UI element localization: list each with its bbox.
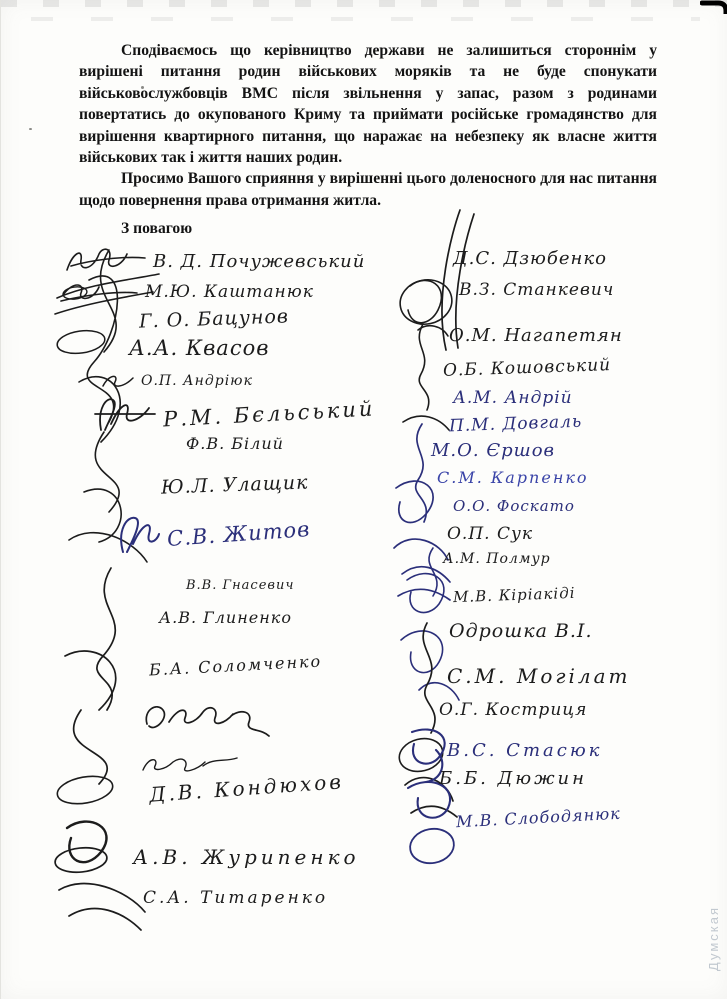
signature-entry	[129, 336, 269, 360]
signature-name: О.М. Нагапетян	[449, 325, 623, 346]
signature-scribble	[93, 394, 157, 434]
signature-name: М.О. Єршов	[431, 440, 556, 461]
signature-name: С.В. Житов	[166, 517, 312, 551]
signature-entry	[93, 394, 375, 434]
scan-corner-mark	[700, 0, 727, 14]
signature-name: П.М. Довгаль	[448, 411, 583, 437]
signature-scribble	[141, 700, 271, 744]
letter-paragraph-1: Сподіваємось що керівництво держави не залишиться стороннім у вирішені питання родин військових моряків та не буде спонукати військовослужбовців ВМС після звільнення у запас, разом з родинами повертатись до окупованого Криму та приймати російське громадянство для вирішення квартирного питання, що наражає на небезпеку як власне життя військових так і життя наших родин.	[79, 42, 657, 167]
signature-name: Р.М. Бєльський	[162, 396, 376, 432]
signature-name: А.М. Андрій	[453, 388, 573, 408]
signature-scribble	[59, 277, 139, 307]
signature-entry	[437, 468, 589, 487]
signature-name: О.О. Фоскато	[453, 497, 575, 515]
signature-name: В.В. Гнасевич	[186, 578, 295, 593]
signature-scribble	[101, 370, 135, 392]
signature-name: Д.С. Дзюбенко	[453, 248, 607, 269]
signature-entry	[148, 769, 345, 807]
signature-name: Ф.В. Білий	[186, 434, 284, 453]
signature-name: А.В. Глиненко	[159, 608, 292, 627]
signature-name: С.М. Карпенко	[437, 468, 589, 487]
signature-entry	[459, 280, 614, 300]
signature-scribble	[63, 244, 147, 278]
scan-edge-artifact	[31, 17, 700, 21]
signature-entry	[439, 768, 587, 789]
signature-entry	[139, 752, 245, 778]
signature-entry	[101, 370, 253, 392]
signature-entry	[113, 512, 310, 556]
signature-scribble	[139, 752, 239, 778]
signature-entry	[447, 664, 631, 688]
signature-name: А.М. Полмур	[443, 551, 551, 567]
signature-name: О.Б. Кошовський	[442, 355, 612, 381]
signature-name: О.П. Андріюк	[141, 373, 253, 389]
signature-name: В.З. Станкевич	[459, 280, 615, 300]
watermark: Думская	[706, 905, 721, 971]
signature-name: Б.А. Соломченко	[148, 651, 323, 680]
signature-entry	[439, 700, 587, 720]
signature-entry	[160, 471, 309, 499]
signature-entry	[133, 845, 360, 869]
signature-name: Г. О. Бацунов	[138, 305, 290, 333]
signature-name: О.Г. Костриця	[439, 700, 588, 720]
signature-entry	[453, 388, 573, 408]
scan-speck	[29, 128, 32, 130]
signature-entry	[443, 551, 551, 567]
signature-entry	[449, 325, 623, 346]
signature-entry	[447, 524, 533, 544]
signature-name: М.В. Слободянюк	[455, 803, 622, 832]
signature-name: С.М. Могілат	[447, 664, 631, 688]
signature-name: Одрошка В.І.	[449, 620, 593, 642]
signature-entry	[449, 620, 592, 642]
signature-entry	[148, 651, 323, 680]
signature-name: М.Ю. Каштанюк	[145, 282, 314, 302]
signature-entry	[141, 700, 277, 744]
signature-entry	[186, 578, 294, 593]
signature-scribble	[113, 512, 161, 556]
signature-entry	[447, 740, 602, 761]
scan-edge-artifact	[1, 0, 727, 7]
signature-name: С.А. Титаренко	[143, 888, 329, 908]
signature-entry	[442, 355, 612, 381]
signature-name: А.А. Квасов	[129, 336, 270, 360]
signature-entry	[159, 608, 292, 627]
signature-entry	[431, 440, 555, 461]
signature-entry	[452, 583, 576, 607]
signature-entry	[59, 277, 314, 307]
signature-entry	[143, 888, 328, 908]
signature-name: Д.В. Кондюхов	[148, 769, 345, 807]
signature-name: Ю.Л. Улащик	[160, 471, 309, 499]
signature-entry	[63, 244, 365, 278]
letter-body	[79, 40, 657, 211]
signature-entry	[448, 411, 583, 437]
signature-name: Б.Б. Дюжин	[439, 768, 588, 789]
signature-name: А.В. Журипенко	[133, 845, 360, 869]
signature-entry	[138, 305, 290, 333]
signature-entry	[453, 248, 607, 269]
signature-name: О.П. Сук	[447, 524, 533, 544]
signature-name: В. Д. Почужевський	[153, 250, 366, 272]
signature-entry	[453, 497, 575, 515]
letter-closing: З повагою	[121, 220, 193, 237]
letter-paragraph-2: Просимо Вашого сприяння у вирішенні цього доленосного для нас питання щодо повернення права отримання житла.	[79, 170, 657, 209]
signature-entry	[186, 434, 284, 453]
signature-name: В.С. Стасюк	[447, 740, 603, 761]
signature-name: М.В. Кіріакіді	[452, 583, 576, 607]
signature-entry	[455, 803, 622, 832]
signature-scribble	[41, 560, 166, 940]
